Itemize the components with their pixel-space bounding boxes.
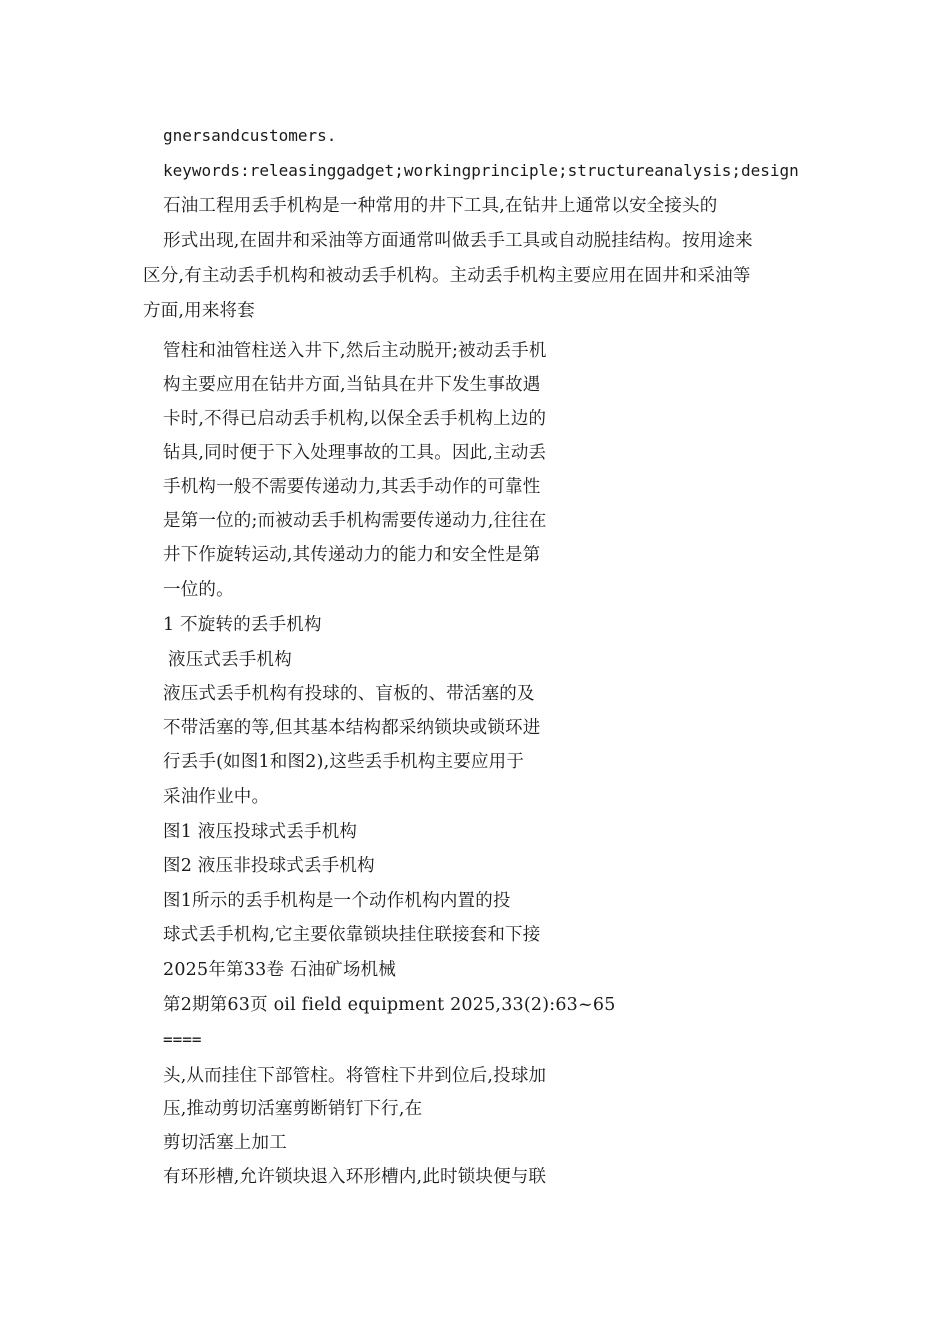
figure-caption: 图2 液压非投球式丢手机构 <box>163 856 375 876</box>
text-line: 管柱和油管柱送入井下,然后主动脱开;被动丢手机 <box>163 341 547 361</box>
text-line: 采油作业中。 <box>163 787 270 807</box>
text-line: 构主要应用在钻井方面,当钻具在井下发生事故遇 <box>163 375 541 395</box>
text-line: 液压式丢手机构有投球的、盲板的、带活塞的及 <box>163 684 535 704</box>
text-line: 形式出现,在固井和采油等方面通常叫做丢手工具或自动脱挂结构。按用途来 <box>163 231 753 251</box>
text-line: 是第一位的;而被动丢手机构需要传递动力,往往在 <box>163 511 547 531</box>
text-line: gnersandcustomers. <box>163 126 337 145</box>
text-line: 图1所示的丢手机构是一个动作机构内置的投 <box>163 891 511 911</box>
text-line: 钻具,同时便于下入处理事故的工具。因此,主动丢 <box>163 443 547 463</box>
text-line: 压,推动剪切活塞剪断销钉下行,在 <box>163 1099 423 1119</box>
text-line: 井下作旋转运动,其传递动力的能力和安全性是第 <box>163 545 541 565</box>
text-line: 一位的。 <box>163 580 234 600</box>
text-line: 区分,有主动丢手机构和被动丢手机构。主动丢手机构主要应用在固井和采油等 <box>143 266 751 286</box>
text-line: 剪切活塞上加工 <box>163 1133 287 1153</box>
text-line: 行丢手(如图1和图2),这些丢手机构主要应用于 <box>163 752 525 772</box>
keywords-line: keywords:releasinggadget;workingprinciple;structureanalysis;design <box>163 161 799 180</box>
journal-header: 2025年第33卷 石油矿场机械 <box>163 960 397 980</box>
section-heading: 1 不旋转的丢手机构 <box>163 615 322 635</box>
journal-issue-line: 第2期第63页 oil field equipment 2025,33(2):63~65 <box>163 995 616 1015</box>
text-line: 不带活塞的等,但其基本结构都采纳锁块或锁环进 <box>163 718 541 738</box>
text-line: 手机构一般不需要传递动力,其丢手动作的可靠性 <box>163 477 541 497</box>
subsection-heading: 液压式丢手机构 <box>168 650 292 670</box>
separator-text: ==== <box>163 1030 202 1049</box>
text-line: 头,从而挂住下部管柱。将管柱下井到位后,投球加 <box>163 1066 547 1086</box>
figure-caption: 图1 液压投球式丢手机构 <box>163 822 358 842</box>
text-line: 有环形槽,允许锁块退入环形槽内,此时锁块便与联 <box>163 1167 547 1187</box>
text-line: 石油工程用丢手机构是一种常用的井下工具,在钻井上通常以安全接头的 <box>163 196 718 216</box>
text-line: 球式丢手机构,它主要依靠锁块挂住联接套和下接 <box>163 925 541 945</box>
text-line: 方面,用来将套 <box>143 301 255 321</box>
text-line: 卡时,不得已启动丢手机构,以保全丢手机构上边的 <box>163 409 547 429</box>
